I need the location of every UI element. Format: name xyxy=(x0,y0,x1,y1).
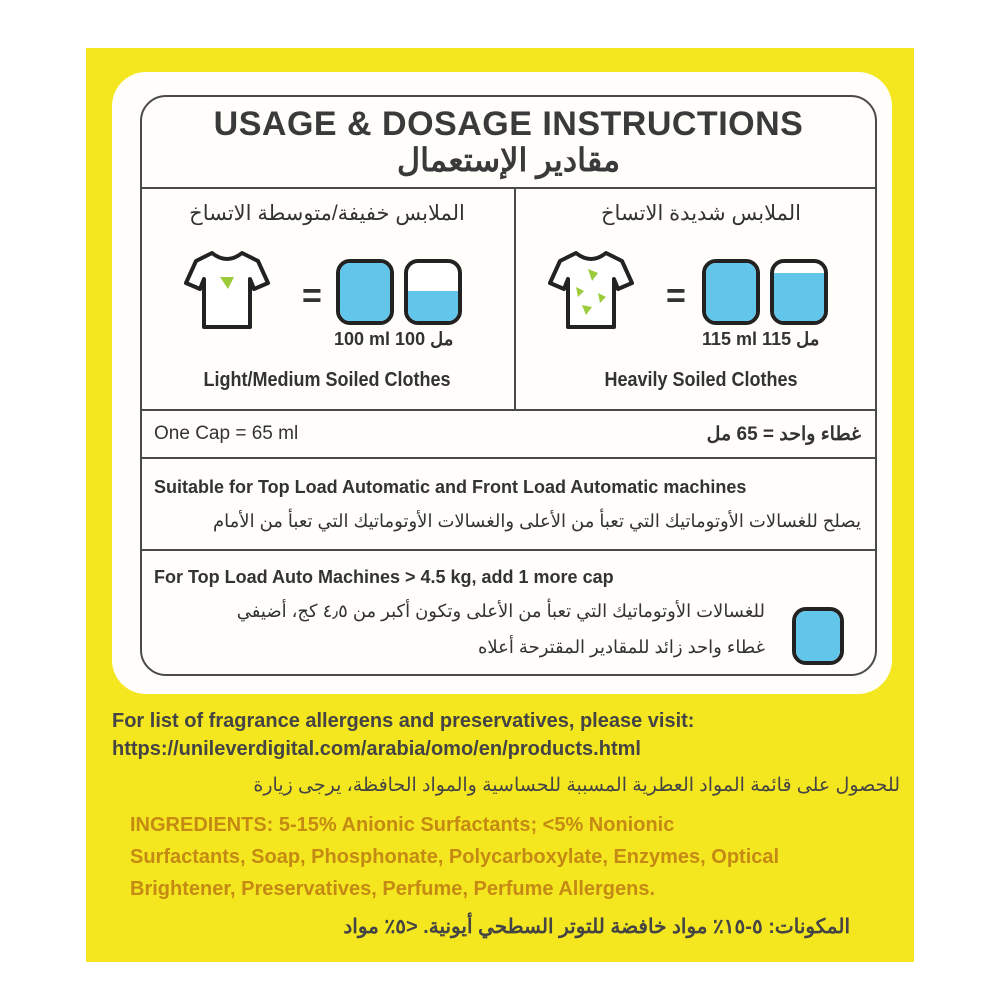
heavy-label-english: Heavily Soiled Clothes xyxy=(604,369,798,391)
allergens-url: https://unileverdigital.com/arabia/omo/en/products.html xyxy=(112,738,641,760)
top-load-arabic-line1: للغسالات الأوتوماتيك التي تعبأ من الأعلى وتكون أكبر من ٤٫٥ كج، أضيفي xyxy=(236,601,765,621)
divider xyxy=(142,549,875,551)
ingredients-line2: Surfactants, Soap, Phosphonate, Polycarboxylate, Enzymes, Optical xyxy=(130,846,780,868)
ingredients-line3: Brightener, Preservatives, Perfume, Perfume Allergens. xyxy=(130,878,656,900)
light-label-english: Light/Medium Soiled Clothes xyxy=(203,369,451,391)
top-load-english: For Top Load Auto Machines > 4.5 kg, add 1 more cap xyxy=(154,567,614,587)
allergens-arabic: للحصول على قائمة المواد العطرية المسببة للحساسية والمواد الحافظة، يرجى زيارة xyxy=(253,775,900,796)
title-english: USAGE & DOSAGE INSTRUCTIONS xyxy=(213,105,804,143)
equals-sign: = xyxy=(302,277,322,315)
cap-volume-english: One Cap = 65 ml xyxy=(154,423,299,444)
divider xyxy=(142,409,875,411)
suitable-arabic: يصلح للغسالات الأوتوماتيك التي تعبأ من الأعلى والغسالات الأوتوماتيك التي تعبأ من الأمام xyxy=(213,511,861,531)
extra-cap-icon xyxy=(792,607,844,665)
dosage-table xyxy=(140,95,877,676)
light-title-arabic: الملابس خفيفة/متوسطة الاتساخ xyxy=(189,202,465,225)
heavy-stained-shirt-icon xyxy=(548,247,634,333)
title-arabic: مقادير الإستعمال xyxy=(396,142,621,178)
light-stained-shirt-icon xyxy=(184,247,270,333)
cap-icon-partial xyxy=(770,259,828,325)
light-soiled-column xyxy=(142,189,512,407)
cap-icon-partial xyxy=(404,259,462,325)
cap-volume-arabic: غطاء واحد = 65 مل xyxy=(706,424,861,445)
suitable-english: Suitable for Top Load Automatic and Front Load Automatic machines xyxy=(154,477,747,497)
allergens-notice: For list of fragrance allergens and preservatives, please visit: xyxy=(112,710,695,732)
top-load-arabic-line2: غطاء واحد زائد للمقادير المقترحة أعلاه xyxy=(478,637,765,657)
ingredients-arabic: المكونات: ٥-١٥٪ مواد خافضة للتوتر السطحي أيونية. <٥٪ مواد xyxy=(343,916,850,938)
heavy-title-arabic: الملابس شديدة الاتساخ xyxy=(600,202,802,225)
equals-sign: = xyxy=(666,277,686,315)
divider xyxy=(142,457,875,459)
heavy-soiled-column xyxy=(516,189,877,407)
heavy-dose: 115 ml مل 115 xyxy=(702,329,820,349)
cap-icon-full xyxy=(336,259,394,325)
ingredients-line1: INGREDIENTS: 5-15% Anionic Surfactants; <5% Nonionic xyxy=(130,814,675,836)
cap-icon-full xyxy=(702,259,760,325)
light-dose: 100 ml مل 100 xyxy=(334,329,454,349)
